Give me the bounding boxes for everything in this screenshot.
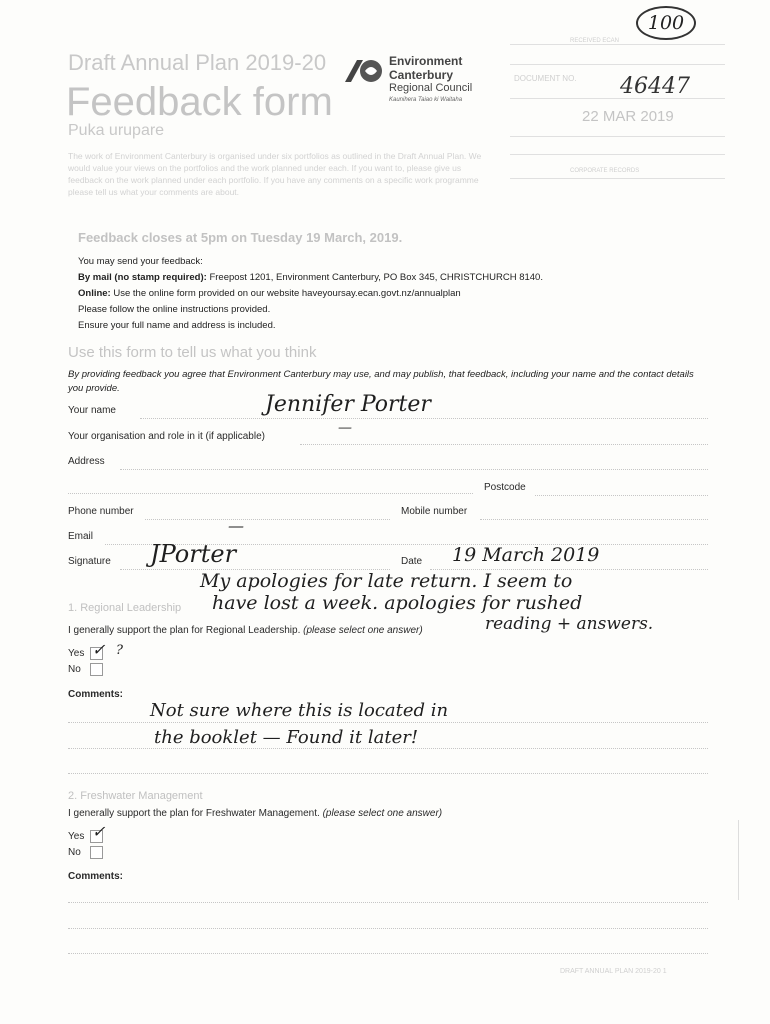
intro-text: The work of Environment Canterbury is organised under six portfolios as outlined in the Draft Annual Plan. We would value your views on the portfolios and the work planned under each. If you want to, please give us feedback on the work planned under each portfolio. If you have any comments on a specific work programme please tell us what your comments are about. <box>68 151 482 197</box>
send-info <box>78 254 698 334</box>
scan-margin-line <box>738 820 739 900</box>
feedback-deadline: Feedback closes at 5pm on Tuesday 19 March, 2019. <box>78 230 403 245</box>
org-label: Your organisation and role in it (if applicable) <box>68 431 265 442</box>
section1-comment-line1[interactable]: Not sure where this is located in <box>150 700 449 721</box>
date-value[interactable]: 19 March 2019 <box>452 544 600 566</box>
send-online-label: Online: <box>78 288 111 299</box>
section2-comments-label: Comments: <box>68 871 124 882</box>
logo-line2: Canterbury <box>389 68 454 82</box>
section2-question <box>68 808 442 819</box>
date-label: Date <box>401 556 423 567</box>
name-label: Your name <box>68 405 116 416</box>
send-intro: You may send your feedback: <box>78 256 203 267</box>
page-number-text: 100 <box>647 12 685 34</box>
stamp-footer: CORPORATE RECORDS <box>570 168 640 174</box>
consent-text: By providing feedback you agree that Environment Canterbury may use, and may publish, that feedback, including your name and the contact details you provide. <box>68 369 694 394</box>
stamp-received-text: RECEIVED ECAN <box>570 38 620 44</box>
email-label: Email <box>68 531 94 542</box>
form-section-title: Use this form to tell us what you think <box>68 344 317 361</box>
form-title: Feedback form <box>66 80 333 124</box>
page-footer: DRAFT ANNUAL PLAN 2019-20 1 <box>560 968 667 975</box>
send-follow: Please follow the online instructions provided. <box>78 304 271 315</box>
logo-line3: Regional Council <box>389 82 473 94</box>
email-value[interactable]: — <box>228 516 244 535</box>
send-mail <box>78 270 698 286</box>
phone-label: Phone number <box>68 506 134 517</box>
section1-yes-mark: ✓ <box>92 640 106 659</box>
stamp-document-label: DOCUMENT NO. <box>514 74 577 83</box>
section2-no-label: No <box>68 847 81 858</box>
section2-question-text: I generally support the plan for Freshwater Management. <box>68 808 320 819</box>
signature-value[interactable]: JPorter <box>150 540 237 568</box>
signature-label: Signature <box>68 556 111 567</box>
handwritten-note-line2: have lost a week. apologies for rushed <box>212 592 583 614</box>
name-value[interactable]: Jennifer Porter <box>265 392 431 417</box>
logo-tagline: Kaunihera Taiao ki Waitaha <box>389 97 463 103</box>
postcode-label: Postcode <box>484 482 526 493</box>
handwritten-note-line3: reading + answers. <box>485 614 654 634</box>
section1-no-label: No <box>68 664 81 675</box>
section1-question <box>68 625 423 636</box>
handwritten-note-line1: My apologies for late return. I seem to <box>200 570 573 592</box>
logo-mark-icon <box>343 56 383 86</box>
section2-yes-label: Yes <box>68 831 85 842</box>
plan-title: Draft Annual Plan 2019-20 <box>68 50 327 75</box>
stamp-document-number: 46447 <box>620 74 690 99</box>
send-online <box>78 286 698 302</box>
section1-comment-line2[interactable]: the booklet — Found it later! <box>154 727 419 748</box>
address-label: Address <box>68 456 105 467</box>
page-number-circle <box>636 6 696 40</box>
received-stamp <box>510 36 725 186</box>
send-online-text: Use the online form provided on our website haveyoursay.ecan.govt.nz/annualplan <box>113 288 461 299</box>
org-value[interactable]: — <box>338 420 352 436</box>
logo-line1: Environment <box>389 54 463 68</box>
send-mail-label: By mail (no stamp required): <box>78 272 207 283</box>
send-ensure: Ensure your full name and address is included. <box>78 320 276 331</box>
section2-no-checkbox[interactable] <box>90 846 103 859</box>
section1-no-checkbox[interactable] <box>90 663 103 676</box>
section1-yes-label: Yes <box>68 648 85 659</box>
send-mail-text: Freepost 1201, Environment Canterbury, PO Box 345, CHRISTCHURCH 8140. <box>209 272 543 283</box>
section2-title: 2. Freshwater Management <box>68 790 203 802</box>
mobile-label: Mobile number <box>401 506 468 517</box>
section1-question-text: I generally support the plan for Regional Leadership. <box>68 625 301 636</box>
section2-hint: (please select one answer) <box>322 808 443 819</box>
section1-title: 1. Regional Leadership <box>68 602 182 614</box>
section1-question-mark: ? <box>116 643 123 658</box>
maori-title: Puka urupare <box>68 122 165 139</box>
section2-yes-mark: ✓ <box>92 822 106 841</box>
stamp-date: 22 MAR 2019 <box>582 108 674 125</box>
ecan-logo <box>343 52 493 112</box>
section1-comments-label: Comments: <box>68 689 124 700</box>
section1-hint: (please select one answer) <box>303 625 423 636</box>
